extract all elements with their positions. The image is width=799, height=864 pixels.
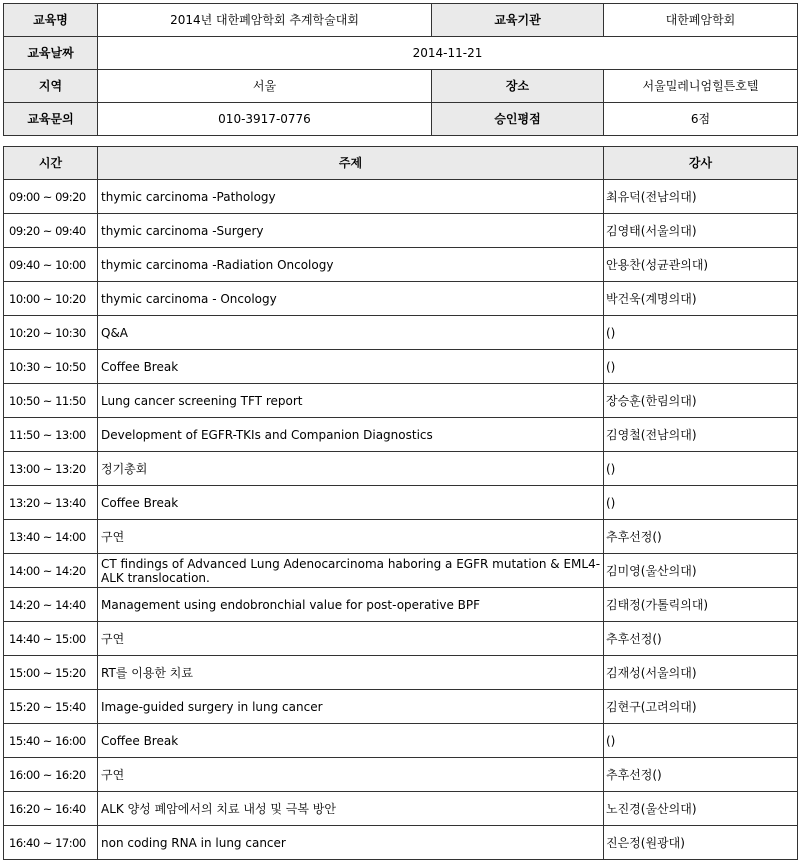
schedule-topic-cell: Coffee Break: [98, 486, 604, 520]
schedule-topic-cell: thymic carcinoma -Surgery: [98, 214, 604, 248]
schedule-time-cell: 09:40 ~ 10:00: [4, 248, 98, 282]
schedule-time-cell: 15:40 ~ 16:00: [4, 724, 98, 758]
header-lecturer: 강사: [604, 147, 798, 180]
schedule-time-cell: 15:00 ~ 15:20: [4, 656, 98, 690]
course-name-label: 교육명: [4, 4, 98, 37]
schedule-row: [4, 350, 798, 384]
schedule-row: [4, 418, 798, 452]
schedule-lecturer-cell: (): [604, 350, 798, 384]
schedule-topic-cell: RT를 이용한 치료: [98, 656, 604, 690]
schedule-topic-cell: Coffee Break: [98, 350, 604, 384]
schedule-row: [4, 452, 798, 486]
schedule-lecturer-cell: 박건욱(계명의대): [604, 282, 798, 316]
course-date-value: 2014-11-21: [98, 37, 798, 70]
schedule-row: [4, 486, 798, 520]
schedule-row: [4, 758, 798, 792]
schedule-time-cell: 13:20 ~ 13:40: [4, 486, 98, 520]
schedule-topic-cell: thymic carcinoma - Oncology: [98, 282, 604, 316]
schedule-topic-cell: Development of EGFR-TKIs and Companion Diagnostics: [98, 418, 604, 452]
course-name-value: 2014년 대한폐암학회 추계학술대회: [98, 4, 432, 37]
schedule-time-cell: 14:20 ~ 14:40: [4, 588, 98, 622]
header-topic: 주제: [98, 147, 604, 180]
schedule-topic-cell: thymic carcinoma -Pathology: [98, 180, 604, 214]
schedule-row: [4, 554, 798, 588]
schedule-time-cell: 09:20 ~ 09:40: [4, 214, 98, 248]
schedule-table: [3, 146, 798, 860]
schedule-topic-cell: Management using endobronchial value for post-operative BPF: [98, 588, 604, 622]
schedule-topic-cell: non coding RNA in lung cancer: [98, 826, 604, 860]
schedule-time-cell: 09:00 ~ 09:20: [4, 180, 98, 214]
schedule-time-cell: 10:20 ~ 10:30: [4, 316, 98, 350]
schedule-time-cell: 10:30 ~ 10:50: [4, 350, 98, 384]
schedule-row: [4, 316, 798, 350]
schedule-topic-cell: Q&A: [98, 316, 604, 350]
schedule-lecturer-cell: 김재성(서울의대): [604, 656, 798, 690]
schedule-topic-cell: Coffee Break: [98, 724, 604, 758]
schedule-topic-cell: 구연: [98, 758, 604, 792]
header-time: 시간: [4, 147, 98, 180]
course-credit-label: 승인평점: [432, 103, 604, 136]
schedule-time-cell: 14:00 ~ 14:20: [4, 554, 98, 588]
schedule-row: [4, 248, 798, 282]
schedule-row: [4, 282, 798, 316]
schedule-time-cell: 10:00 ~ 10:20: [4, 282, 98, 316]
schedule-lecturer-cell: 추후선정(): [604, 758, 798, 792]
info-row-contact: [4, 103, 798, 136]
schedule-time-cell: 16:20 ~ 16:40: [4, 792, 98, 826]
schedule-time-cell: 11:50 ~ 13:00: [4, 418, 98, 452]
schedule-topic-cell: thymic carcinoma -Radiation Oncology: [98, 248, 604, 282]
schedule-topic-cell: CT findings of Advanced Lung Adenocarcinoma haboring a EGFR mutation & EML4-ALK translocation.: [98, 554, 604, 588]
course-credit-value: 6점: [604, 103, 798, 136]
schedule-lecturer-cell: 김영철(전남의대): [604, 418, 798, 452]
schedule-time-cell: 14:40 ~ 15:00: [4, 622, 98, 656]
schedule-time-cell: 15:20 ~ 15:40: [4, 690, 98, 724]
schedule-row: [4, 792, 798, 826]
info-row-name: [4, 4, 798, 37]
schedule-row: [4, 690, 798, 724]
schedule-lecturer-cell: 추후선정(): [604, 622, 798, 656]
schedule-lecturer-cell: 장승훈(한림의대): [604, 384, 798, 418]
schedule-row: [4, 520, 798, 554]
course-info-table: [3, 3, 798, 136]
info-row-region: [4, 70, 798, 103]
schedule-row: [4, 826, 798, 860]
schedule-time-cell: 16:40 ~ 17:00: [4, 826, 98, 860]
course-date-label: 교육날짜: [4, 37, 98, 70]
schedule-row: [4, 214, 798, 248]
schedule-lecturer-cell: (): [604, 316, 798, 350]
schedule-header-row: [4, 147, 798, 180]
schedule-topic-cell: ALK 양성 폐암에서의 치료 내성 및 극복 방안: [98, 792, 604, 826]
schedule-lecturer-cell: 안용찬(성균관의대): [604, 248, 798, 282]
schedule-row: [4, 588, 798, 622]
schedule-topic-cell: 구연: [98, 520, 604, 554]
schedule-lecturer-cell: 진은정(원광대): [604, 826, 798, 860]
schedule-lecturer-cell: 최유덕(전남의대): [604, 180, 798, 214]
info-row-date: [4, 37, 798, 70]
schedule-row: [4, 724, 798, 758]
course-contact-label: 교육문의: [4, 103, 98, 136]
course-org-label: 교육기관: [432, 4, 604, 37]
schedule-topic-cell: Lung cancer screening TFT report: [98, 384, 604, 418]
schedule-topic-cell: Image-guided surgery in lung cancer: [98, 690, 604, 724]
schedule-row: [4, 384, 798, 418]
schedule-lecturer-cell: 노진경(울산의대): [604, 792, 798, 826]
schedule-topic-cell: 정기총회: [98, 452, 604, 486]
schedule-lecturer-cell: 김미영(울산의대): [604, 554, 798, 588]
schedule-lecturer-cell: 김태정(가톨릭의대): [604, 588, 798, 622]
course-venue-value: 서울밀레니엄힐튼호텔: [604, 70, 798, 103]
schedule-lecturer-cell: 김현구(고려의대): [604, 690, 798, 724]
schedule-time-cell: 13:40 ~ 14:00: [4, 520, 98, 554]
schedule-row: [4, 180, 798, 214]
course-org-value: 대한폐암학회: [604, 4, 798, 37]
schedule-lecturer-cell: (): [604, 486, 798, 520]
schedule-row: [4, 622, 798, 656]
schedule-topic-cell: 구연: [98, 622, 604, 656]
course-venue-label: 장소: [432, 70, 604, 103]
schedule-lecturer-cell: 김영태(서울의대): [604, 214, 798, 248]
schedule-time-cell: 10:50 ~ 11:50: [4, 384, 98, 418]
course-region-label: 지역: [4, 70, 98, 103]
schedule-time-cell: 13:00 ~ 13:20: [4, 452, 98, 486]
schedule-row: [4, 656, 798, 690]
schedule-lecturer-cell: (): [604, 452, 798, 486]
course-contact-value: 010-3917-0776: [98, 103, 432, 136]
schedule-lecturer-cell: 추후선정(): [604, 520, 798, 554]
schedule-lecturer-cell: (): [604, 724, 798, 758]
schedule-time-cell: 16:00 ~ 16:20: [4, 758, 98, 792]
course-region-value: 서울: [98, 70, 432, 103]
